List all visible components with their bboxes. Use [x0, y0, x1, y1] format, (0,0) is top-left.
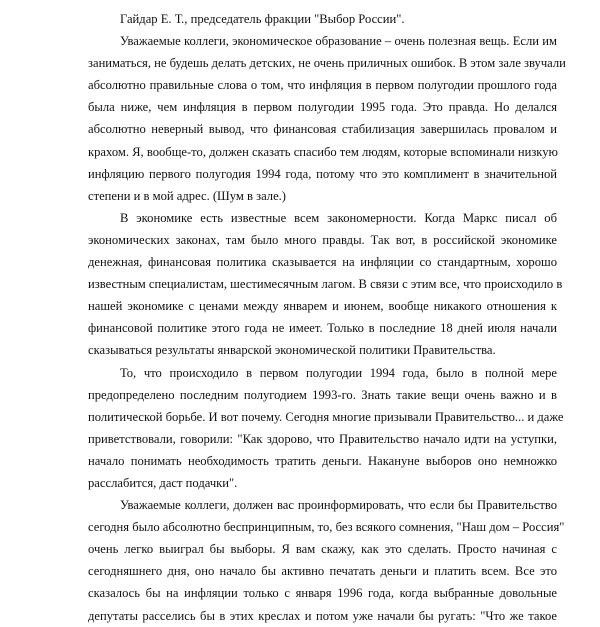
speaker-line: Гайдар Е. Т., председатель фракции "Выбор России". [120, 12, 405, 26]
paragraph-line: предопределено последним полугодием 1993-го. Знать такие вещи очень важно и в [88, 387, 557, 402]
paragraph-line: степени и в мой адрес. (Шум в зале.) [88, 188, 286, 203]
paragraph-line: очень легко выиграл бы выборы. Я вам скажу, как это сделать. Просто начиная с [88, 542, 557, 557]
paragraph-line: крахом. Я, вообще-то, должен сказать спасибо тем людям, которые вспоминали низкую [88, 144, 558, 159]
paragraph-line: Уважаемые коллеги, экономическое образование – очень полезная вещь. Если им [120, 34, 557, 49]
paragraph-line: приветствовали, говорили: "Как здорово, что Правительство начало идти на уступки, [88, 431, 557, 446]
paragraph-2 [88, 207, 563, 362]
paragraph-line: нашей экономике с ценами между январем и июнем, вообще никакого отношения к [88, 299, 557, 314]
paragraph-line: В экономике есть известные всем закономерности. Когда Маркс писал об [120, 210, 557, 225]
paragraph-line: инфляцию первого полугодия 1994 года, потому что это комплимент в значительной [88, 166, 557, 181]
paragraph-1 [88, 30, 566, 207]
paragraph-4 [88, 494, 565, 627]
paragraph-line: сегодня было абсолютно беспринципным, то, без всякого сомнения, "Наш дом – Россия" [88, 520, 565, 535]
paragraph-line: известным специалистам, шестимесячным лагом. В связи с этим все, что происходило в [88, 277, 563, 292]
paragraph-line: экономических законах, там было много правды. Так вот, в российской экономике [88, 232, 557, 247]
paragraph-line: депутаты расселись бы в этих креслах и потом уже начали бы ругать: "Что же такое [88, 608, 557, 623]
paragraph-line: заниматься, не будешь делать детских, не очень приличных ошибок. В этом зале звучали [88, 56, 566, 71]
paragraph-line: расслабится, даст подачки". [88, 475, 238, 490]
paragraph-line: абсолютно неверный вывод, что финансовая стабилизация завершилась провалом и [88, 122, 557, 137]
paragraph-line: сказываться результаты январской экономической политики Правительства. [88, 343, 496, 358]
paragraph-3 [88, 362, 564, 495]
transcript-text [88, 8, 566, 627]
paragraph-line: сегодняшнего дня, оно начало бы активно печатать деньги и платить всем. Все это [88, 564, 557, 579]
paragraph-line: начало понимать необходимость тратить деньги. Накануне выборов оно немножко [88, 453, 557, 468]
paragraph-line: денежная, финансовая политика сказывается на инфляции со стандартным, хорошо [88, 255, 557, 270]
paragraph-line: была ниже, чем инфляция в первом полугодии 1995 года. Это правда. Но делался [88, 100, 557, 115]
paragraph-line: То, что происходило в первом полугодии 1994 года, было в полной мере [120, 365, 557, 380]
paragraph-line: политической борьбе. И вот почему. Сегодня многие призывали Правительство... и даже [88, 409, 564, 424]
paragraph-line: Уважаемые коллеги, должен вас проинформировать, что если бы Правительство [120, 498, 557, 513]
paragraph-line: абсолютно правильные слова о том, что инфляция в первом полугодии прошлого года [88, 78, 557, 93]
paragraph-line: сказалось бы на инфляции только с января 1996 года, когда выбранные довольные [88, 586, 557, 601]
paragraph-line: финансовой политике этого года не имеет. Только в последние 18 дней июля начали [88, 321, 557, 336]
